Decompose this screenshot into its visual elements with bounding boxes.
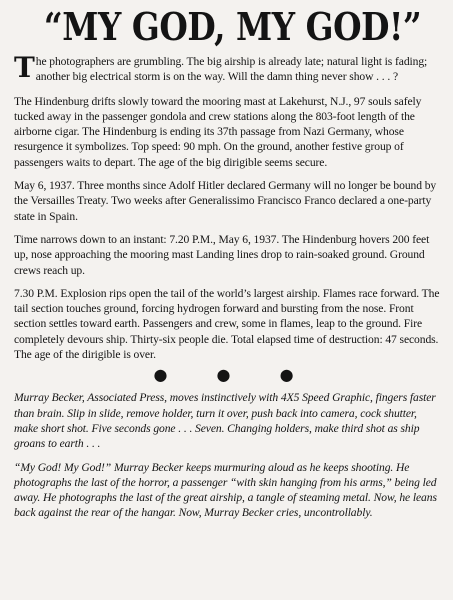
- italic-paragraph-my-god: “My God! My God!” Murray Becker keeps murmuring aloud as he keeps shooting. He photographs the last of the horror, a passenger “with skin hanging from his arms,” being led away. He photographs the last of the great airship, a tangle of steaming metal. Now, he leans back against the rear of the hangar. Now, Murray Becker cries, uncontrollably.: [14, 460, 437, 520]
- headline: “MY GOD, MY GOD!”: [43, 4, 422, 49]
- italic-paragraph-becker: Murray Becker, Associated Press, moves instinctively with 4X5 Speed Graphic, fingers faster than brain. Slip in slide, remove holder, turn it over, push back into camera, cock shutter, make short shot. Five seconds gone . . . Seven. Changing holders, make third shot as ship groans to earth . . .: [14, 391, 436, 451]
- paragraph-may-6: May 6, 1937. Three months since Adolf Hitler declared Germany will no longer be bound by the Versailles Treaty. Two weeks after Generalissimo Francisco Franco declared a one-party state in Spain.: [14, 179, 437, 223]
- section-separator: ● ● ●: [153, 365, 316, 385]
- paragraph-explosion: 7.30 P.M. Explosion rips open the tail of the world’s largest airship. Flames race forward. The tail section touches ground, forcing hydrogen forward and bursting from the nose. Front section settles toward earth. Passengers and crew, some in flames, leap to the ground. Fire completely devours ship. Thirty-six people die. Total elapsed time of destruction: 47 seconds. The age of the dirigible is over.: [14, 286, 440, 362]
- paragraph-time-narrows: Time narrows down to an instant: 7.20 P.M., May 6, 1937. The Hindenburg hovers 200 feet up, nose approaching the mooring mast Landing lines drop to rain-soaked ground. Ground crews reach up.: [14, 232, 430, 277]
- paragraph-photographers: [14, 51, 441, 85]
- drop-cap: T: [14, 51, 35, 84]
- paragraph-photographers-text: he photographers are grumbling. The big airship is already late; natural light is fading; another big electrical storm is on the way. Will the damn thing never show . . . ?: [35, 55, 428, 84]
- paragraph-hindenburg-drifts: The Hindenburg drifts slowly toward the mooring mast at Lakehurst, N.J., 97 souls safely tucked away in the passenger gondola and crew stations along the 803-foot length of the airborne cigar. The Hindenburg is ending its 37th passage from Nazi Germany, whose resurgence it symbolizes. Top speed: 90 mph. On the ground, another festive group of passengers waits to depart. The age of the big dirigible seems secure.: [14, 94, 422, 169]
